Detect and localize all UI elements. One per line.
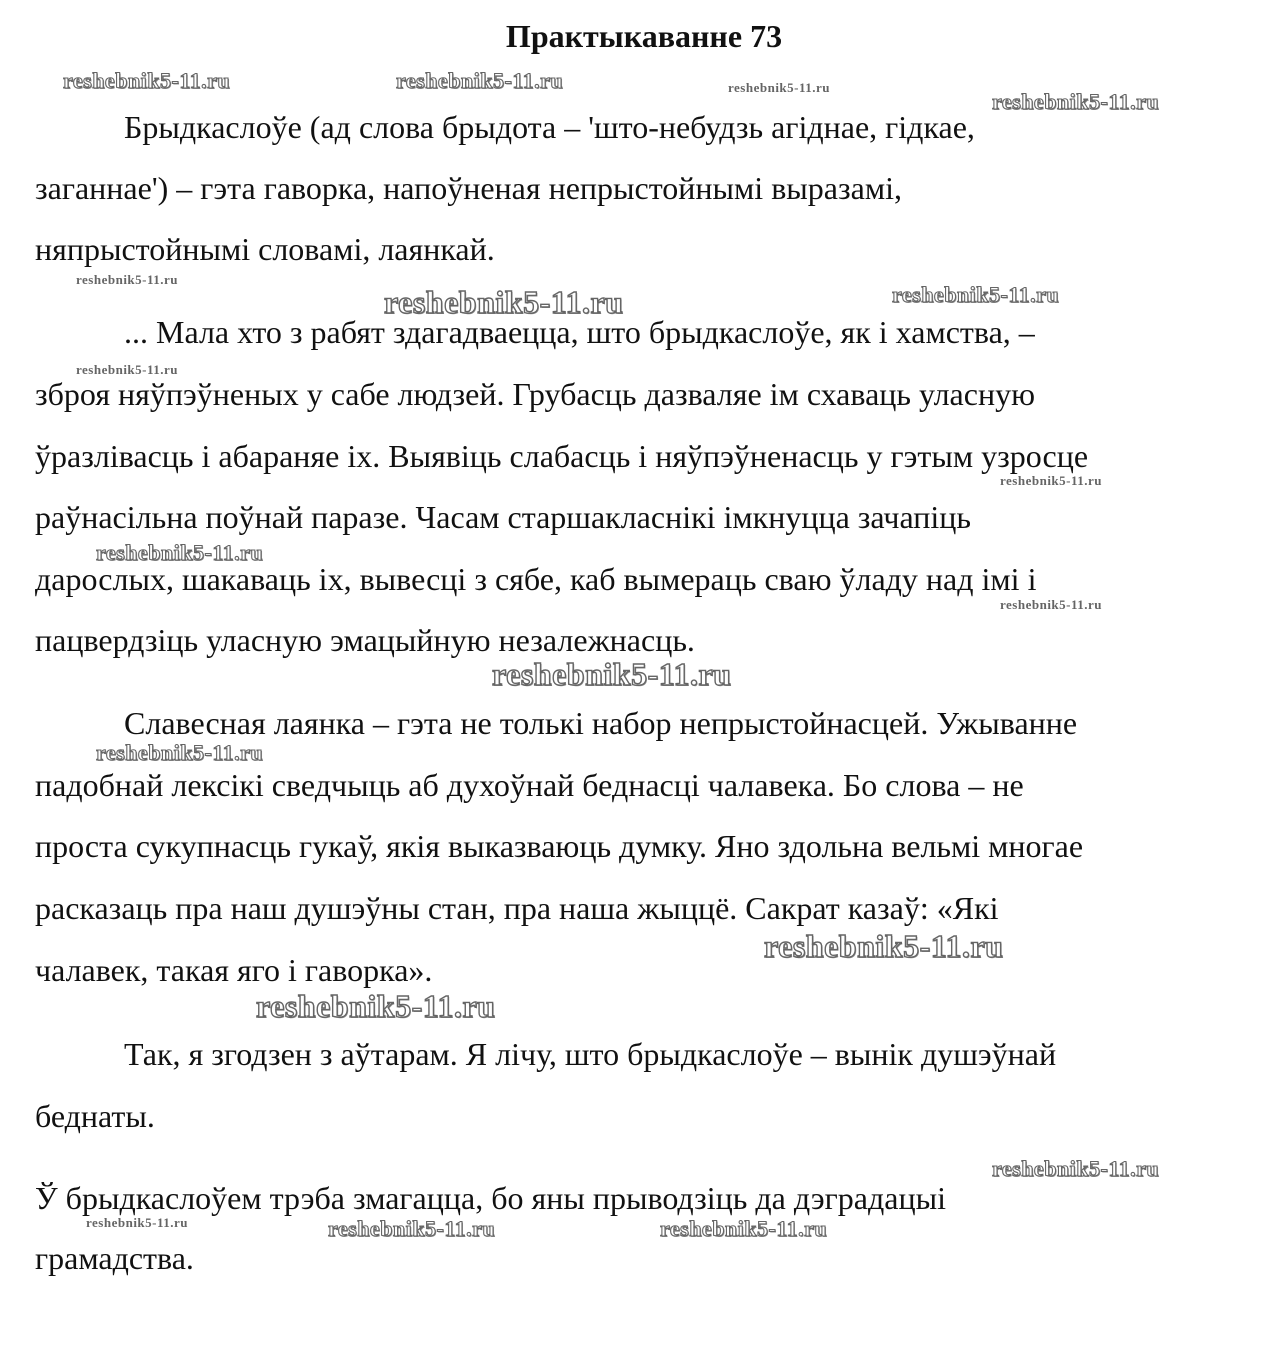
watermark: reshebnik5-11.ru: [63, 68, 231, 93]
watermark: reshebnik5-11.ru: [1000, 597, 1103, 612]
paragraph-line: Так, я згодзен з аўтарам. Я лічу, што брыдкаслоўе – вынік душэўнай: [124, 1036, 1057, 1072]
watermark: reshebnik5-11.ru: [892, 282, 1060, 307]
paragraph-line: дарослых, шакаваць іх, вывесці з сябе, каб вымераць сваю ўладу над імі і: [35, 561, 1037, 597]
paragraph-line: расказаць пра наш душэўны стан, пра наша жыццё. Сакрат казаў: «Які: [35, 890, 999, 926]
watermark: reshebnik5-11.ru: [764, 928, 1004, 964]
paragraph-line: грамадства.: [35, 1240, 194, 1276]
watermark: reshebnik5-11.ru: [328, 1216, 496, 1241]
watermark: reshebnik5-11.ru: [384, 284, 624, 320]
watermark: reshebnik5-11.ru: [96, 740, 264, 765]
paragraph-line: Брыдкаслоўе (ад слова брыдота – 'што-небудзь агіднае, гідкае,: [124, 109, 975, 145]
paragraph-line: няпрыстойнымі словамі, лаянкай.: [35, 231, 495, 267]
paragraph-line: заганнае') – гэта гаворка, напоўненая непрыстойнымі выразамі,: [35, 170, 902, 206]
watermark: reshebnik5-11.ru: [660, 1216, 828, 1241]
paragraph-line: Ў брыдкаслоўем трэба змагацца, бо яны прыводзіць да дэградацыі: [35, 1180, 946, 1216]
paragraph-line: ўразлівасць і абараняе іх. Выявіць слабасць і няўпэўненасць у гэтым узросце: [35, 438, 1089, 474]
paragraph-line: пацвердзіць уласную эмацыйную незалежнасць.: [35, 622, 695, 658]
watermark: reshebnik5-11.ru: [992, 1156, 1160, 1181]
paragraph-line: Славесная лаянка – гэта не толькі набор непрыстойнасцей. Ужыванне: [124, 705, 1078, 741]
paragraph-line: беднаты.: [35, 1098, 155, 1134]
watermark: reshebnik5-11.ru: [76, 362, 179, 377]
paragraph-line: ... Мала хто з рабят здагадваецца, што брыдкаслоўе, як і хамства, –: [124, 314, 1035, 350]
watermark: reshebnik5-11.ru: [728, 80, 831, 95]
watermark: reshebnik5-11.ru: [76, 272, 179, 287]
watermark: reshebnik5-11.ru: [992, 89, 1160, 114]
paragraph-line: чалавек, такая яго і гаворка».: [35, 952, 433, 988]
watermark: reshebnik5-11.ru: [86, 1215, 189, 1230]
paragraph-line: падобнай лексікі сведчыць аб духоўнай беднасці чалавека. Бо слова – не: [35, 767, 1024, 803]
paragraph-line: зброя няўпэўненых у сабе людзей. Грубасць дазваляе ім схаваць уласную: [35, 376, 1035, 412]
page-title: Практыкаванне 73: [505, 18, 783, 54]
watermark: reshebnik5-11.ru: [96, 540, 264, 565]
paragraph-line: проста сукупнасць гукаў, якія выказваюць думку. Яно здольна вельмі многае: [35, 828, 1084, 864]
paragraph-line: раўнасільна поўнай паразе. Часам старшакласнікі імкнуцца зачапіць: [35, 499, 971, 535]
watermark: reshebnik5-11.ru: [492, 656, 732, 692]
watermark: reshebnik5-11.ru: [1000, 473, 1103, 488]
watermark: reshebnik5-11.ru: [396, 68, 564, 93]
watermark: reshebnik5-11.ru: [256, 988, 496, 1024]
